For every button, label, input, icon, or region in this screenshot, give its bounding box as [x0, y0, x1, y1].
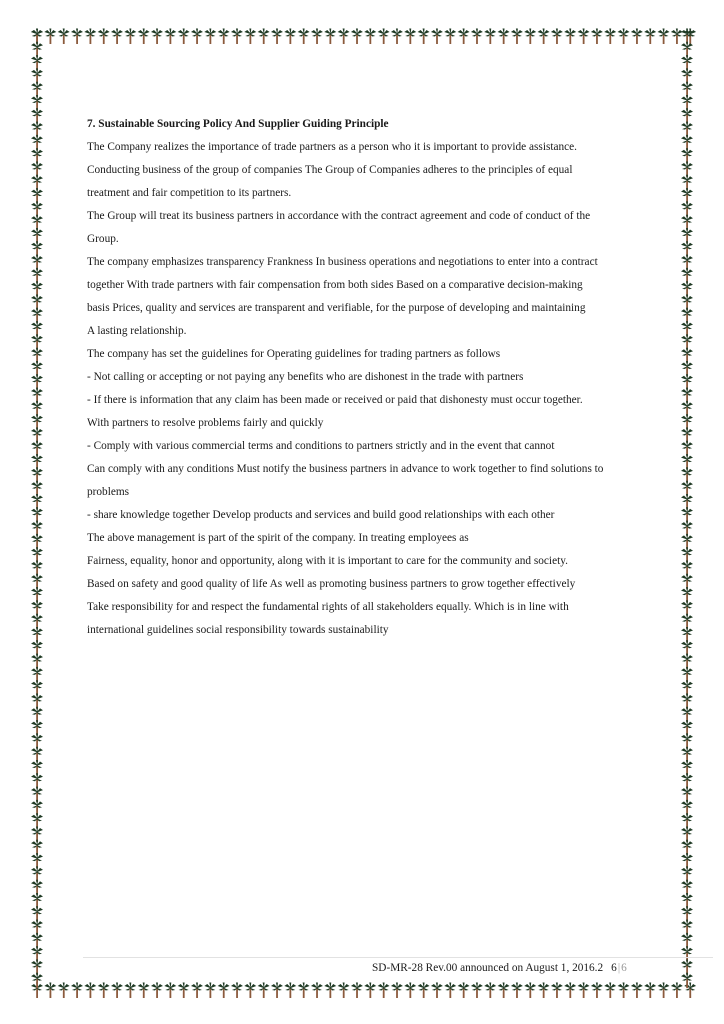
body-line: A lasting relationship. — [87, 325, 187, 337]
palm-tree-icon-row — [30, 28, 696, 44]
body-line: With partners to resolve problems fairly and quickly — [87, 417, 324, 429]
footer-divider — [83, 957, 713, 958]
palm-tree-border-bottom — [30, 982, 696, 998]
bullet-line: - Not calling or accepting or not paying any benefits who are dishonest in the trade with partners — [87, 371, 524, 383]
body-line: The company has set the guidelines for Operating guidelines for trading partners as follows — [87, 348, 501, 360]
body-line: Fairness, equality, honor and opportunity, along with it is important to care for the community and society. — [87, 555, 568, 567]
body-line: The Group will treat its business partners in accordance with the contract agreement and code of conduct of the — [87, 210, 591, 222]
palm-tree-icon-row — [30, 28, 44, 998]
palm-tree-border-top — [30, 28, 696, 44]
body-line: treatment and fair competition to its partners. — [87, 187, 292, 199]
body-line: The Company realizes the importance of trade partners as a person who it is important to provide assistance. — [87, 141, 578, 153]
document-body — [87, 116, 647, 645]
palm-tree-icon-row — [30, 982, 696, 998]
body-line: together With trade partners with fair compensation from both sides Based on a comparative decision-making — [87, 279, 583, 291]
palm-tree-border-left — [30, 28, 44, 998]
page-footer — [372, 962, 627, 974]
palm-tree-border-right — [680, 28, 694, 998]
body-line: international guidelines social responsibility towards sustainability — [87, 624, 389, 636]
body-line: problems — [87, 486, 130, 498]
page-number-current: 6 — [611, 962, 617, 974]
palm-tree-icon-row — [680, 28, 694, 998]
bullet-line: - Comply with various commercial terms and conditions to partners strictly and in the event that cannot — [87, 440, 555, 452]
bullet-line: - share knowledge together Develop products and services and build good relationships with each other — [87, 509, 555, 521]
footer-doc-reference: SD-MR-28 Rev.00 announced on August 1, 2016.2 — [372, 962, 604, 974]
body-line: Take responsibility for and respect the fundamental rights of all stakeholders equally. Which is in line with — [87, 601, 569, 613]
section-heading: 7. Sustainable Sourcing Policy And Supplier Guiding Principle — [87, 118, 389, 130]
body-line: Based on safety and good quality of life As well as promoting business partners to grow together effectively — [87, 578, 576, 590]
body-line: Group. — [87, 233, 119, 245]
body-line: The above management is part of the spirit of the company. In treating employees as — [87, 532, 469, 544]
page-number-separator: | — [617, 962, 621, 974]
body-line: Conducting business of the group of companies The Group of Companies adheres to the principles of equal — [87, 164, 573, 176]
body-line: Can comply with any conditions Must notify the business partners in advance to work together to find solutions to — [87, 463, 604, 475]
body-line: basis Prices, quality and services are transparent and verifiable, for the purpose of developing and maintaining — [87, 302, 586, 314]
bullet-line: - If there is information that any claim has been made or received or paid that dishonesty must occur together. — [87, 394, 583, 406]
page-number-total: 6 — [621, 962, 627, 974]
body-line: The company emphasizes transparency Frankness In business operations and negotiations to enter into a contract — [87, 256, 598, 268]
